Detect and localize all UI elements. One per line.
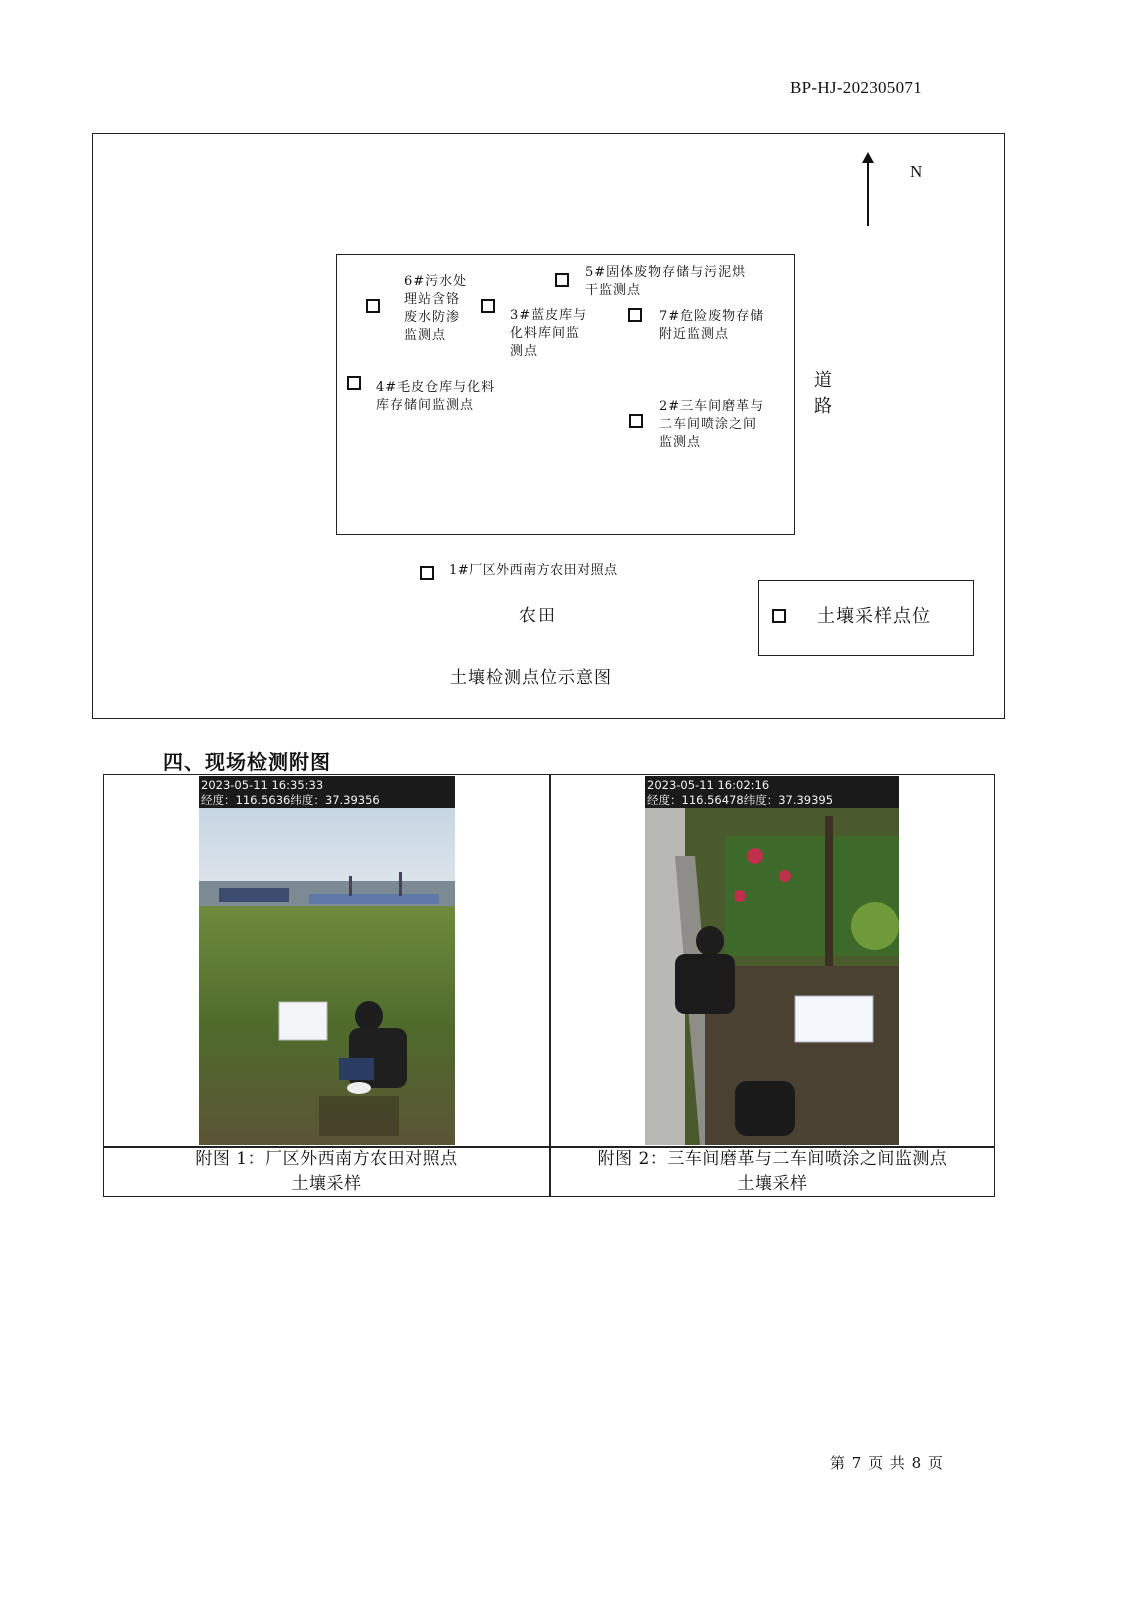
site-photo-1 [199, 776, 455, 1145]
point-6-label: 6#污水处 理站含铬 废水防渗 监测点 [404, 274, 468, 343]
sampling-point-icon [628, 308, 642, 322]
sampling-point-icon [366, 299, 380, 313]
point-3-label: 3#蓝皮库与 化料库间监 测点 [510, 308, 588, 359]
photo-2-caption: 附图 2：三车间磨革与二车间喷涂之间监测点 土壤采样 [597, 1149, 948, 1194]
sampling-point-icon [629, 414, 643, 428]
point-7-label: 7#危险废物存储 附近监测点 [659, 309, 765, 342]
site-photo-2 [645, 776, 899, 1145]
map-title: 土壤检测点位示意图 [450, 668, 612, 688]
map-legend [758, 580, 974, 656]
sampling-point-icon [347, 376, 361, 390]
page-number: 第 7 页 共 8 页 [830, 1454, 944, 1472]
north-label: N [910, 162, 923, 181]
photo-1-stamp: 2023-05-11 16:35:33 经度：116.5636纬度：37.39356 [199, 776, 455, 808]
document-id: BP-HJ-202305071 [790, 78, 923, 97]
sampling-point-icon [420, 566, 434, 580]
photo-2-image [645, 776, 899, 1145]
farmland-label: 农田 [519, 606, 557, 626]
photo-2-stamp: 2023-05-11 16:02:16 经度：116.56478纬度：37.39395 [645, 776, 899, 808]
point-4-label: 4#毛皮仓库与化料 库存储间监测点 [376, 380, 496, 413]
section-title: 四、现场检测附图 [163, 750, 331, 774]
sampling-point-icon [555, 273, 569, 287]
photo-table [103, 774, 995, 1197]
north-arrow-icon [866, 152, 870, 226]
sampling-point-icon [481, 299, 495, 313]
road-label: 道路 [814, 370, 832, 417]
legend-point-icon [772, 609, 786, 623]
point-1-label: 1#厂区外西南方农田对照点 [449, 563, 618, 578]
legend-label: 土壤采样点位 [817, 606, 931, 627]
point-2-label: 2#三车间磨革与 二车间喷涂之间 监测点 [659, 399, 765, 450]
point-5-label: 5#固体废物存储与污泥烘 干监测点 [585, 265, 747, 298]
photo-1-image [199, 776, 455, 1145]
photo-1-caption: 附图 1：厂区外西南方农田对照点 土壤采样 [195, 1149, 458, 1194]
